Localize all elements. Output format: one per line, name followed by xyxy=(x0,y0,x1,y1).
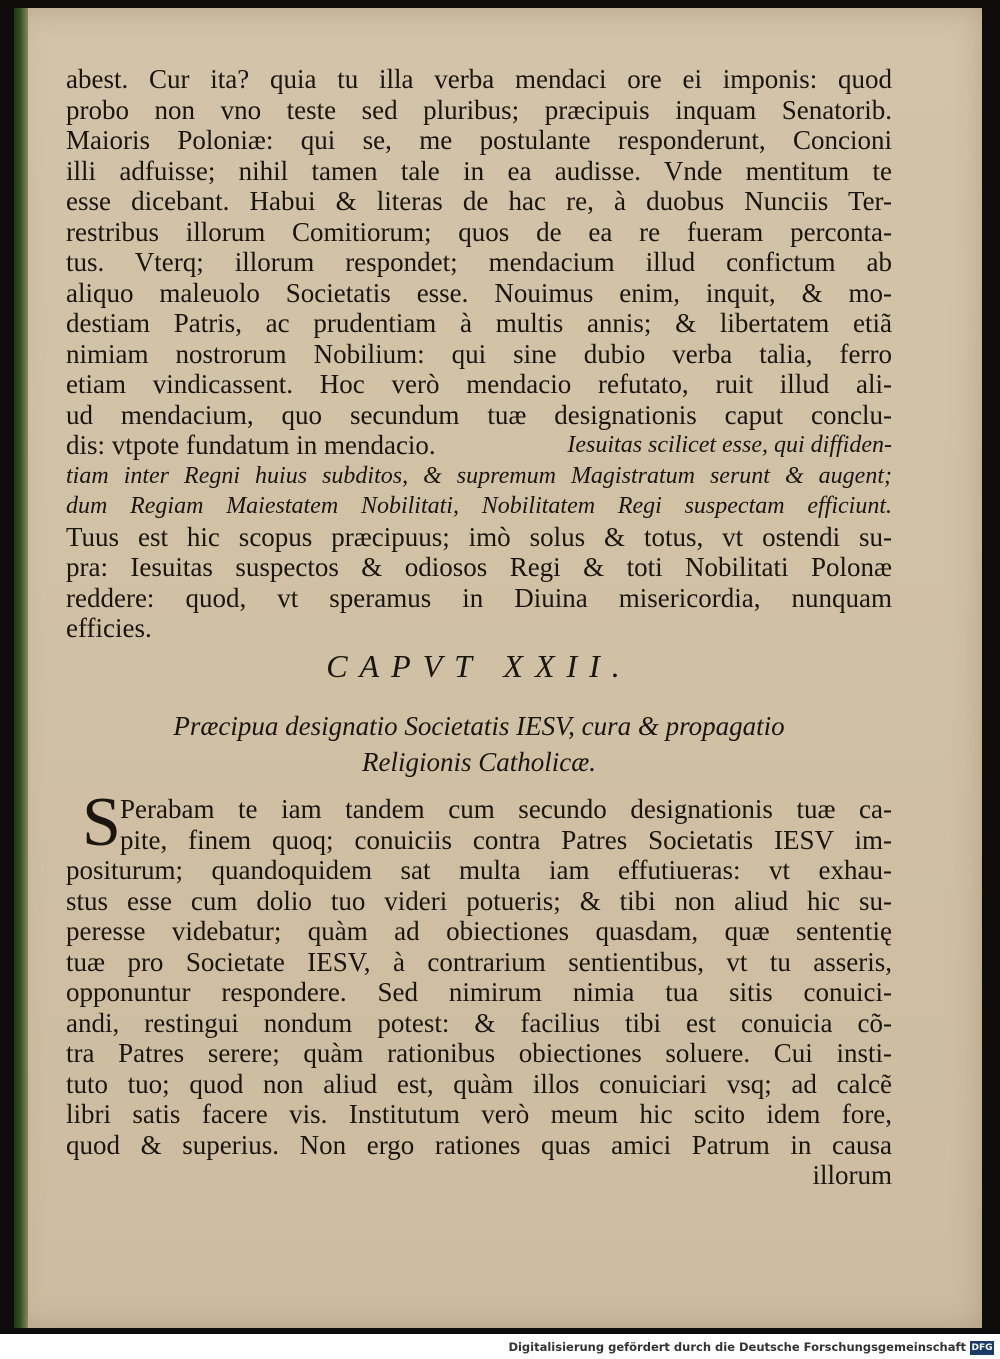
text-line: efficies. xyxy=(66,613,152,643)
text-line: peresse videbatur; quàm ad obiectiones quasdam, quæ sententię xyxy=(66,916,892,946)
dfg-logo: DFG xyxy=(971,1343,993,1353)
footer-bar xyxy=(0,1334,1000,1359)
text-line: destiam Patris, ac prudentiam à multis annis; & libertatem etiã xyxy=(66,308,892,338)
italic-quote-segment: Iesuitas scilicet esse, qui diffiden- xyxy=(567,432,892,458)
text-line: illi adfuisse; nihil tamen tale in ea audisse. Vnde mentitum te xyxy=(66,155,892,186)
text-line: reddere: quod, vt speramus in Diuina misericordia, nunquam xyxy=(66,582,892,613)
book-page xyxy=(14,8,982,1328)
paragraph-continuation xyxy=(66,64,892,644)
text-line: libri satis facere vis. Institutum verò meum hic scito idem fore, xyxy=(66,1099,892,1129)
text-line: esse dicebant. Habui & literas de hac re, à duobus Nunciis Ter- xyxy=(66,186,892,216)
italic-quote-line: dum Regiam Maiestatem Nobilitati, Nobilitatem Regi suspectam efficiunt. xyxy=(66,493,892,519)
chapter-subtitle xyxy=(66,708,892,780)
text-line: positurum; quandoquidem sat multa iam effutiueras: vt exhau- xyxy=(66,855,892,885)
text-line: restribus illorum Comitiorum; quos de ea re fueram percontа- xyxy=(66,216,892,247)
chapter-heading: CAPVT XXII. xyxy=(326,648,632,684)
text-line-mixed xyxy=(66,430,892,461)
text-line: Perabam te iam tandem cum secundo designationis tuæ ca- xyxy=(120,794,892,824)
text-line: pra: Iesuitas suspectos & odiosos Regi & toti Nobilitati Polonæ xyxy=(66,552,892,582)
text-line: ud mendacium, quo secundum tuæ designationis caput conclu- xyxy=(66,399,892,430)
text-line: opponuntur respondere. Sed nimirum nimia tua sitis conuici- xyxy=(66,977,892,1007)
text-line: Maioris Poloniæ: qui se, me postulante responderunt, Concioni xyxy=(66,125,892,155)
text-line: aliquo maleuolo Societatis esse. Nouimus enim, inquit, & mo- xyxy=(66,277,892,308)
text-line: tuto tuo; quod non aliud est, quàm illos conuiciari vsq; ad calcẽ xyxy=(66,1068,892,1099)
text-line: nimiam nostrorum Nobilium: qui sine dubio verba talia, ferro xyxy=(66,338,892,369)
text-line: andi, restingui nondum potest: & facilius tibi est conuicia cõ- xyxy=(66,1007,892,1038)
text-line: abest. Cur ita? quia tu illa verba mendaci ore ei imponis: quod xyxy=(66,64,892,94)
catchword: illorum xyxy=(812,1160,892,1190)
text-line: pite, finem quoq; conuiciis contra Patres Societatis IESV im- xyxy=(120,824,892,855)
text-line: etiam vindicassent. Hoc verò mendacio refutato, ruit illud ali- xyxy=(66,369,892,399)
italic-quote-line: tiam inter Regni huius subditos, & supremum Magistratum serunt & augent; xyxy=(66,462,892,489)
funding-credit: Digitalisierung gefördert durch die Deutsche Forschungsgemeinschaft xyxy=(508,1340,966,1354)
text-line: tuæ pro Societate IESV, à contrarium sentientibus, vt tu asseris, xyxy=(66,946,892,977)
text-line: stus esse cum dolio tuo videri potueris; & tibi non aliud hic su- xyxy=(66,885,892,916)
chapter-subtitle-line: Religionis Catholicæ. xyxy=(362,747,596,777)
chapter-subtitle-line: Præcipua designatio Societatis IESV, cura & propagatio xyxy=(173,711,785,741)
text-line: Tuus est hic scopus præcipuus; imò solus & totus, vt ostendi su- xyxy=(66,521,892,552)
text-line: tra Patres serere; quàm rationibus obiectiones soluere. Cui insti- xyxy=(66,1038,892,1068)
text-segment: dis: vtpote fundatum in mendacio. xyxy=(66,430,436,460)
text-line: quod & superius. Non ergo rationes quas amici Patrum in causa xyxy=(66,1129,892,1160)
drop-cap-initial: S xyxy=(82,784,121,861)
text-line: tus. Vterq; illorum respondet; mendacium illud confictum ab xyxy=(66,247,892,277)
text-line: probo non vno teste sed pluribus; præcipuis inquam Senatorib. xyxy=(66,94,892,125)
chapter-paragraph xyxy=(66,784,892,1191)
